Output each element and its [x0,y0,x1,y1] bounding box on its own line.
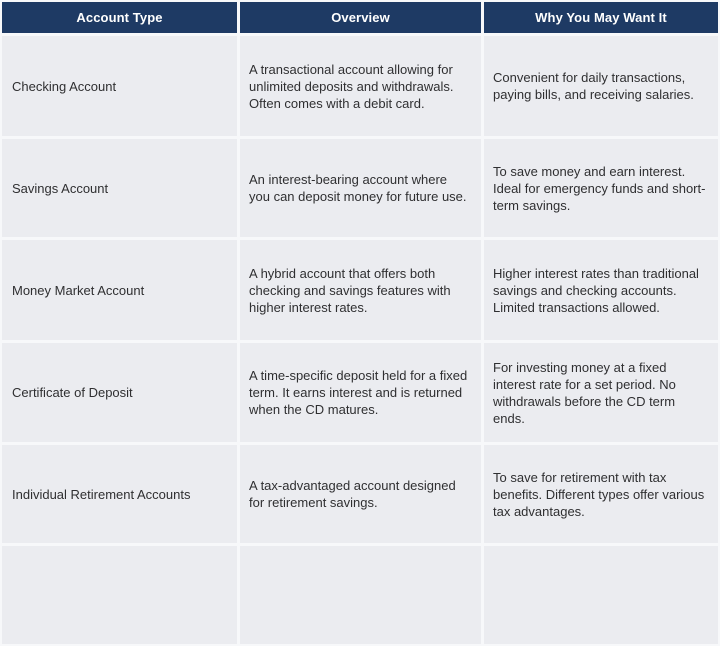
partial-next-row-cell [2,546,237,644]
partial-next-row-cell [240,546,481,644]
overview-text: A transactional account allowing for unlimited deposits and withdrawals. Often comes with a debit card. [249,61,454,111]
why-text: To save money and earn interest. Ideal for emergency funds and short-term savings. [493,163,706,213]
cell-overview [240,240,481,340]
why-text: Higher interest rates than traditional savings and checking accounts. Limited transactions allowed. [493,265,699,315]
overview-text: A time-specific deposit held for a fixed term. It earns interest and is returned when the CD matures. [249,368,468,417]
cell-why [484,240,718,340]
account-type-text: Certificate of Deposit [12,385,133,400]
account-type-text: Savings Account [12,180,109,196]
cell-overview [240,36,481,136]
cell-overview [240,343,481,442]
cell-why [484,445,718,543]
header-label-overview: Overview [331,10,390,25]
header-label-why: Why You May Want It [535,10,667,25]
why-text: To save for retirement with tax benefits. Different types offer various tax advantages. [493,469,705,519]
header-cell-account-type [2,2,237,33]
header-cell-overview [240,2,481,33]
cell-why [484,139,718,237]
overview-text: An interest-bearing account where you can deposit money for future use. [249,172,467,204]
account-type-text: Individual Retirement Accounts [12,486,191,502]
cell-why [484,343,718,442]
cell-account-type [2,139,237,237]
account-type-text: Money Market Account [12,282,145,298]
cell-account-type [2,343,237,442]
cell-overview [240,445,481,543]
header-label-account-type: Account Type [76,10,163,25]
account-type-text: Checking Account [12,78,117,94]
cell-account-type [2,445,237,543]
cell-account-type [2,240,237,340]
cell-why [484,36,718,136]
why-text: For investing money at a fixed interest rate for a set period. No withdrawals before the CD term ends. [493,359,676,426]
why-text: Convenient for daily transactions, paying bills, and receiving salaries. [493,70,694,102]
overview-text: A hybrid account that offers both checking and savings features with higher interest rates. [249,265,451,315]
cell-overview [240,139,481,237]
overview-text: A tax-advantaged account designed for retirement savings. [249,478,456,510]
header-cell-why [484,2,718,33]
partial-next-row-cell [484,546,718,644]
cell-account-type [2,36,237,136]
